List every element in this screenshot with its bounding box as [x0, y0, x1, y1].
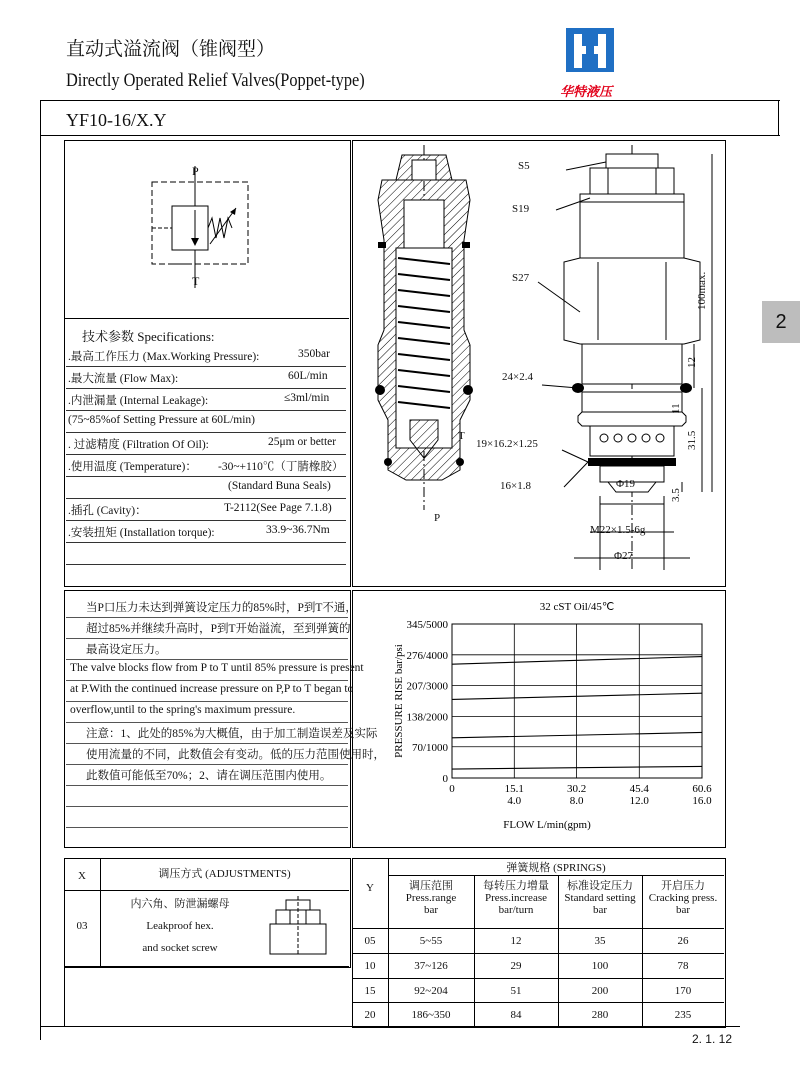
model-number: YF10-16/X.Y	[66, 110, 167, 130]
dim-oring-24: 24×2.4	[502, 371, 533, 383]
page-number: 2. 1. 12	[691, 1032, 732, 1046]
drawing-p-label: P	[434, 512, 441, 524]
spec-value: 33.9~36.7Nm	[266, 524, 330, 536]
header-en: Cracking press.	[648, 892, 718, 904]
dim-s19: S19	[512, 203, 530, 215]
spec-label: .最高工作压力 (Max.Working Pressure):	[68, 351, 260, 363]
spring-increase: 12	[510, 935, 522, 947]
description-blank-line	[66, 785, 348, 807]
symbol-p-label: P	[192, 164, 199, 178]
spec-row	[66, 410, 346, 433]
x-axis-label: FLOW L/min(gpm)	[503, 819, 591, 831]
springs-heading-rule	[388, 875, 724, 876]
x-tick-label: 0	[449, 783, 455, 795]
drawing-t-label: T	[458, 430, 465, 442]
springs-heading: 弹簧规格 (SPRINGS)	[506, 862, 606, 874]
series-line	[452, 657, 702, 665]
series-line	[452, 766, 702, 769]
table-row	[352, 985, 724, 997]
outer-right-rule	[778, 100, 779, 135]
header-unit: bar	[592, 904, 608, 916]
springs-row-rule	[352, 1002, 724, 1003]
relief-valve-symbol-icon	[140, 160, 260, 300]
spec-heading: 技术参数 Specifications:	[82, 329, 215, 344]
spec-row	[66, 498, 346, 521]
header-cn: 调压范围	[409, 880, 453, 892]
spec-value: 60L/min	[288, 370, 328, 382]
dim-length-3-5: 3.5	[670, 488, 682, 502]
adj-header-rule	[64, 890, 349, 891]
y-axis-label: PRESSURE RISE bar/psi	[393, 644, 405, 758]
spring-y: 10	[364, 960, 376, 972]
adj-desc-en2: and socket screw	[142, 942, 218, 954]
spring-range: 92~204	[414, 985, 448, 997]
header-cn: 每转压力增量	[483, 880, 549, 892]
pressure-chart-svg	[352, 590, 724, 846]
spec-value: (Standard Buna Seals)	[228, 480, 331, 492]
table-row	[352, 1009, 724, 1021]
springs-header-rule	[352, 928, 724, 929]
header-unit: bar	[423, 904, 439, 916]
spec-blank-row	[66, 542, 346, 565]
model-rule	[40, 135, 780, 136]
spring-range: 37~126	[414, 960, 448, 972]
header-rule	[40, 100, 780, 101]
footer-rule	[40, 1026, 740, 1027]
page-section-tab: 2	[762, 301, 800, 343]
dim-s27: S27	[512, 272, 530, 284]
spec-row	[66, 388, 346, 411]
dim-length-31: 31.5	[686, 430, 698, 450]
spec-row	[66, 366, 346, 389]
dim-length-12: 12	[686, 357, 698, 368]
description-line	[66, 638, 348, 660]
description-text: 使用流量的不同，此数值会有变动。低的压力范围使用时，	[86, 749, 385, 761]
x-tick-label-gpm: 16.0	[692, 795, 712, 807]
springs-header-range	[388, 880, 474, 916]
description-text: at P.With the continued increase pressure on P,P to T began to	[70, 683, 354, 695]
description-text: overflow,until to the spring's maximum pressure.	[70, 704, 296, 716]
y-tick-label: 345/5000	[406, 619, 448, 631]
outer-left-rule	[40, 100, 41, 1040]
spring-range: 5~55	[419, 935, 443, 947]
series-line	[452, 693, 702, 699]
description-line	[66, 743, 385, 765]
valve-section-icon	[352, 140, 724, 585]
company-logo	[560, 26, 626, 100]
description-line	[66, 659, 364, 681]
description-line	[66, 617, 351, 639]
hydraulic-symbol	[140, 160, 260, 305]
description-text: 此数值可能低至70%；2、请在调压范围内使用。	[86, 770, 332, 782]
spring-increase: 84	[510, 1009, 522, 1021]
x-tick-label-gpm: 8.0	[569, 795, 584, 807]
header-en: Press.range	[405, 892, 457, 904]
header-unit: bar/turn	[498, 904, 534, 916]
adj-desc-en1: Leakproof hex.	[146, 920, 214, 932]
spec-row	[66, 454, 346, 477]
spring-range: 186~350	[411, 1009, 451, 1021]
title-english: Directly Operated Relief Valves(Poppet-type)	[66, 70, 365, 91]
spec-label: .安装扭矩 (Installation torque):	[68, 527, 215, 539]
spec-label: . 过滤精度 (Filtration Of Oil):	[68, 439, 209, 451]
description-blank-line	[66, 806, 348, 828]
x-tick-label: 15.1	[504, 783, 524, 795]
spec-label: .内泄漏量 (Internal Leakage):	[68, 395, 209, 407]
dim-s5: S5	[518, 160, 530, 172]
spring-standard: 280	[591, 1009, 609, 1021]
spring-y: 20	[364, 1009, 376, 1021]
spring-cracking: 26	[677, 935, 689, 947]
y-tick-label: 276/4000	[406, 649, 448, 662]
dim-dia19: Φ19	[616, 478, 636, 490]
dim-length-100: 100max.	[696, 271, 708, 310]
spec-value: -30~+110℃（丁腈橡胶）	[218, 461, 344, 473]
spec-label: .使用温度 (Temperature)：	[68, 461, 197, 473]
spring-standard: 35	[594, 935, 606, 947]
description-line	[66, 596, 357, 618]
description-text: 超过85%并继续升高时，P到T开始溢流，至到弹簧的	[86, 623, 351, 635]
x-tick-label-gpm: 4.0	[507, 795, 522, 807]
spec-label: .插孔 (Cavity)：	[68, 505, 147, 517]
adj-col-x: X	[78, 870, 86, 882]
x-tick-label: 45.4	[629, 783, 649, 795]
x-tick-label-gpm: 12.0	[629, 795, 649, 807]
dim-oring-16: 16×1.8	[500, 480, 531, 492]
spring-increase: 29	[510, 960, 522, 972]
description-line	[66, 764, 348, 786]
header-en: Press.increase	[484, 892, 547, 904]
spring-cracking: 235	[674, 1009, 692, 1021]
dim-length-11: 11	[670, 403, 682, 414]
series-line	[452, 732, 702, 737]
spring-standard: 200	[591, 985, 609, 997]
dim-thread: M22×1.5-6g	[590, 524, 646, 536]
header-cn: 标准设定压力	[567, 880, 633, 892]
spec-value: 350bar	[298, 348, 330, 360]
springs-col-y: Y	[366, 882, 374, 894]
pressure-chart	[352, 590, 724, 846]
header-cn: 开启压力	[661, 880, 705, 892]
springs-header-cracking	[642, 880, 724, 916]
spec-row	[66, 476, 346, 499]
springs-header-standard	[558, 880, 642, 916]
description-text: The valve blocks flow from P to T until 85% pressure is present	[70, 662, 364, 674]
logo-mark-icon	[560, 26, 626, 78]
spec-value: 25μm or better	[268, 436, 337, 448]
leakproof-hex-icon	[262, 896, 334, 961]
spring-cracking: 78	[677, 960, 689, 972]
table-row	[352, 935, 724, 947]
description-text: 注意：1、此处的85%为大概值，由于加工制造误差及实际	[86, 728, 378, 740]
spec-row	[66, 432, 346, 455]
adj-code: 03	[76, 920, 88, 932]
dim-dia27: Φ27	[614, 550, 634, 562]
spring-increase: 51	[510, 985, 522, 997]
header-en: Standard setting	[564, 892, 636, 904]
spring-y: 15	[364, 985, 376, 997]
spec-value: T-2112(See Page 7.1.8)	[224, 502, 332, 514]
description-line	[66, 701, 348, 723]
adj-empty-rule	[64, 966, 349, 967]
adj-heading: 调压方式 (ADJUSTMENTS)	[158, 868, 291, 880]
logo-text: 华特液压	[560, 85, 613, 100]
description-line	[66, 722, 378, 744]
spring-standard: 100	[591, 960, 609, 972]
y-tick-label: 0	[442, 773, 448, 785]
title-chinese: 直动式溢流阀（锥阀型）	[66, 39, 276, 60]
spec-row	[66, 520, 346, 543]
y-tick-label: 138/2000	[406, 711, 448, 724]
chart-title: 32 cST Oil/45℃	[539, 601, 615, 613]
adj-empty-left	[64, 966, 65, 1026]
y-tick-label: 70/1000	[411, 741, 448, 754]
spec-label: .最大流量 (Flow Max):	[68, 373, 179, 385]
spec-value: ≤3ml/min	[284, 392, 330, 404]
spec-row	[66, 344, 346, 367]
description-line	[66, 680, 354, 702]
spring-cracking: 170	[674, 985, 692, 997]
description-text: 当P口压力未达到弹簧设定压力的85%时，P到T不通，	[86, 602, 357, 614]
x-tick-label: 60.6	[692, 783, 712, 795]
adj-desc-cn: 内六角、防泄漏螺母	[130, 898, 230, 910]
header-unit: bar	[675, 904, 691, 916]
springs-row-rule	[352, 978, 724, 979]
spec-label: (75~85%of Setting Pressure at 60L/min)	[68, 414, 255, 426]
dim-oring-19: 19×16.2×1.25	[476, 438, 538, 450]
description-text: 最高设定压力。	[86, 644, 167, 656]
valve-drawing	[352, 140, 724, 585]
table-row	[352, 960, 724, 972]
symbol-t-label: T	[192, 274, 200, 288]
y-tick-label: 207/3000	[406, 680, 448, 693]
spring-y: 05	[364, 935, 376, 947]
x-tick-label: 30.2	[566, 783, 587, 795]
plot-area	[452, 624, 702, 778]
spec-top-rule	[64, 318, 349, 319]
springs-row-rule	[352, 953, 724, 954]
springs-header-increase	[474, 880, 558, 916]
